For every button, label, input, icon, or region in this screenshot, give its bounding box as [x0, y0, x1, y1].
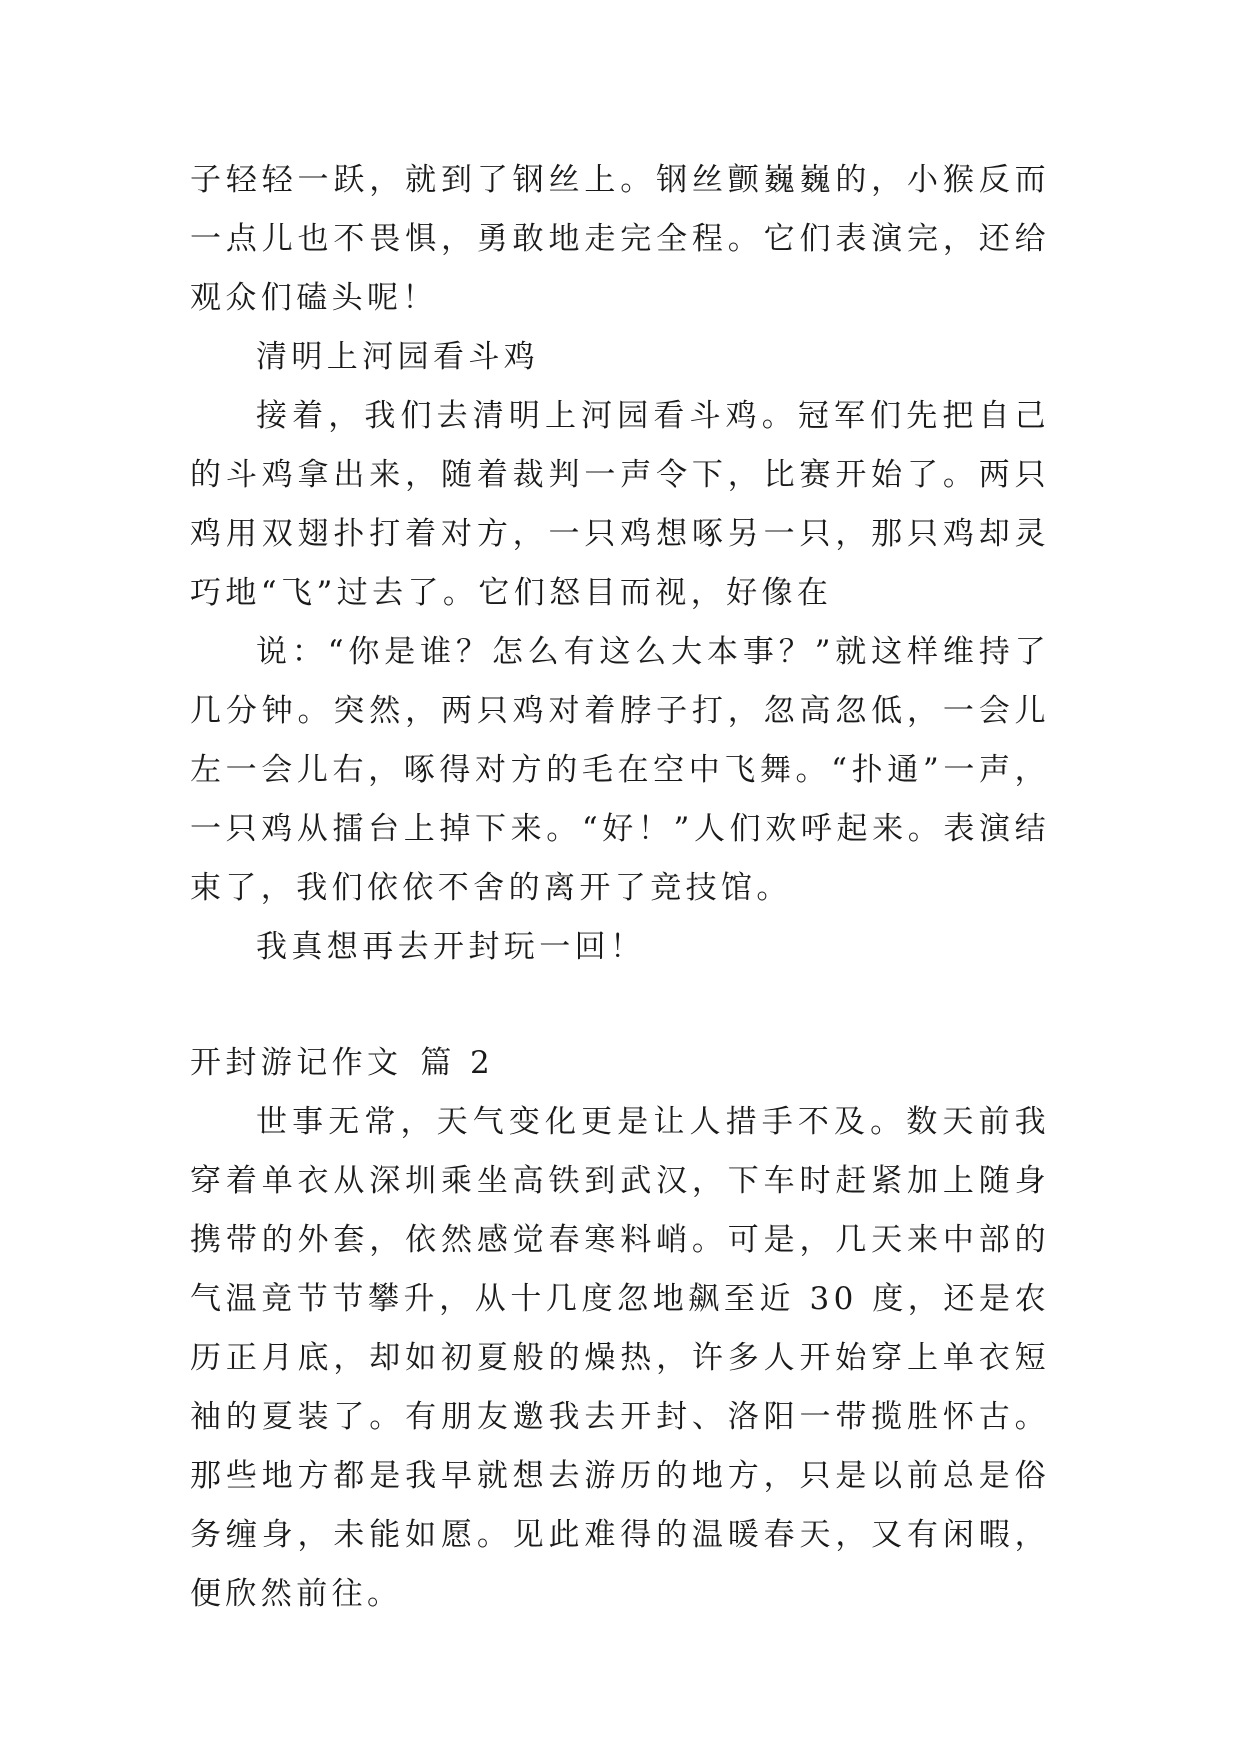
essay2-number: 篇 2 — [420, 1045, 495, 1081]
paragraph-essay2-opening: 世事无常，天气变化更是让人措手不及。数天前我穿着单衣从深圳乘坐高铁到武汉，下车时赶紧加上随身携带的外套，依然感觉春寒料峭。可是，几天来中部的气温竟节节攀升，从十几度忽地飙至近 30 度，还是农历正月底，却如初夏般的燥热，许多人开始穿上单衣短袖的夏装了。有朋友邀我去开封、洛阳一带揽胜怀古。那些地方都是我早就想去游历的地方，只是以前总是俗务缠身，未能如愿。见此难得的温暖春天，又有闲暇，便欣然前往。 — [190, 1104, 1050, 1612]
subheading-cockfight: 清明上河园看斗鸡 — [256, 339, 540, 375]
essay2-body — [190, 1093, 1050, 1624]
paragraph-conclusion: 我真想再去开封玩一回！ — [256, 929, 646, 965]
essay2-heading — [190, 1034, 1050, 1093]
essay2-title: 开封游记作文 — [190, 1045, 403, 1081]
paragraph-cockfight-start: 接着，我们去清明上河园看斗鸡。冠军们先把自己的斗鸡拿出来，随着裁判一声令下，比赛开始了。两只鸡用双翅扑打着对方，一只鸡想啄另一只，那只鸡却灵巧地“飞”过去了。它们怒目而视，好像在 — [190, 398, 1050, 611]
paragraph-cockfight-end: 说：“你是谁？怎么有这么大本事？”就这样维持了几分钟。突然，两只鸡对着脖子打，忽高忽低，一会儿左一会儿右，啄得对方的毛在空中飞舞。“扑通”一声，一只鸡从擂台上掉下来。“好！”人们欢呼起来。表演结束了，我们依依不舍的离开了竞技馆。 — [190, 634, 1050, 906]
essay1-continuation — [190, 151, 1050, 977]
paragraph-monkey-performance: 子轻轻一跃，就到了钢丝上。钢丝颤巍巍的，小猴反而一点儿也不畏惧，勇敢地走完全程。它们表演完，还给观众们磕头呢！ — [190, 162, 1050, 316]
